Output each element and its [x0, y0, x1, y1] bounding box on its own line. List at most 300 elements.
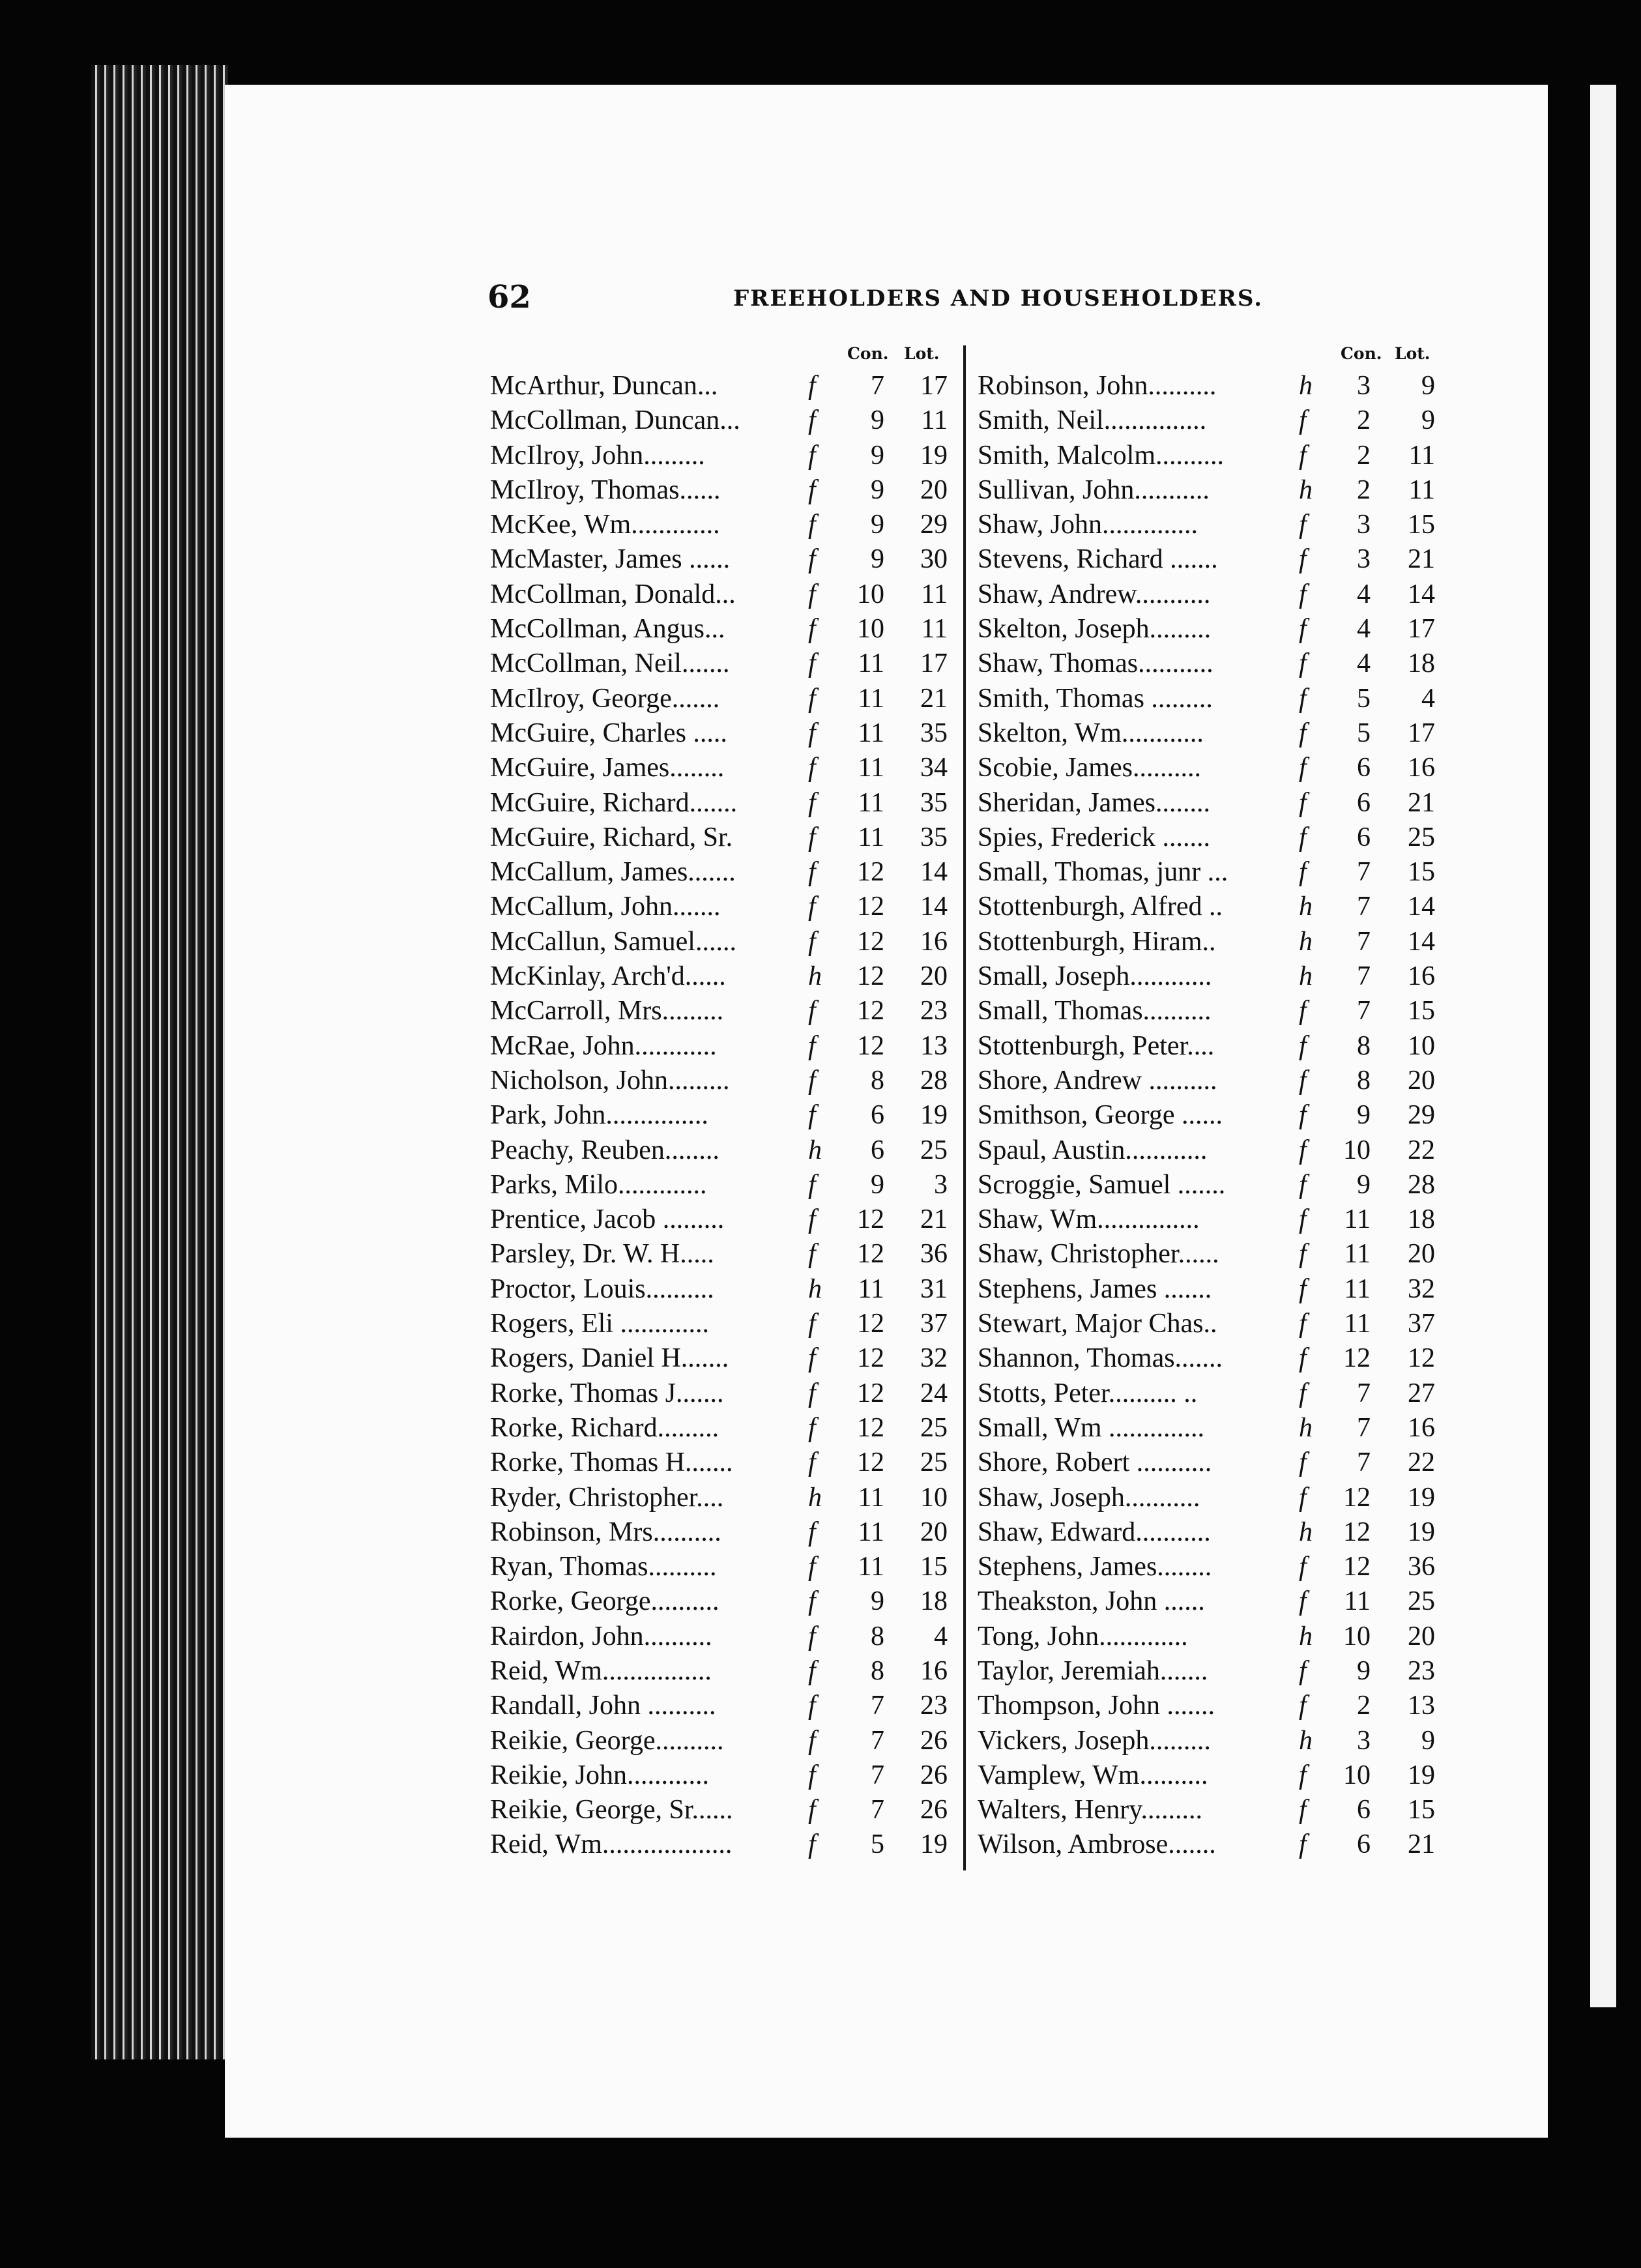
entry-name: Vamplew, Wm..........: [978, 1760, 1208, 1790]
entry-lot: 25: [920, 1135, 948, 1165]
entry-status: f: [808, 1760, 816, 1790]
entry-name: Skelton, Joseph.........: [978, 614, 1212, 645]
entry-row: [978, 821, 1440, 855]
entry-lot: 9: [1421, 1725, 1435, 1756]
entry-concession: 12: [1343, 1517, 1371, 1547]
entry-concession: 12: [857, 892, 884, 922]
entry-row: [978, 925, 1440, 959]
entry-row: [978, 1481, 1440, 1515]
entry-lot: 29: [1408, 1100, 1435, 1131]
entry-lot: 16: [1408, 1412, 1435, 1443]
entry-row: [978, 1550, 1440, 1584]
entry-status: f: [1299, 405, 1307, 436]
entry-name: Robinson, John..........: [978, 371, 1217, 401]
entry-name: Tong, John.............: [978, 1621, 1188, 1651]
entry-name: McCollman, Duncan...: [490, 405, 740, 436]
entry-status: f: [1299, 1239, 1307, 1270]
entry-row: [978, 1341, 1440, 1376]
entry-concession: 7: [871, 371, 884, 401]
entry-status: f: [1299, 857, 1307, 888]
entry-row: [490, 647, 953, 681]
entry-row: [490, 403, 953, 438]
entry-name: McArthur, Duncan...: [490, 371, 718, 401]
entry-row: [490, 369, 953, 403]
entry-row: [978, 1584, 1440, 1619]
entry-row: [490, 1341, 953, 1376]
entry-concession: 8: [871, 1621, 884, 1651]
entry-lot: 20: [1408, 1065, 1435, 1096]
entry-lot: 11: [921, 579, 948, 609]
entry-lot: 25: [1408, 1586, 1435, 1617]
entry-status: f: [808, 474, 816, 505]
entry-status: f: [808, 1204, 816, 1235]
entry-row: [490, 1064, 953, 1098]
entry-concession: 2: [1357, 405, 1371, 436]
entry-status: h: [808, 1482, 822, 1513]
entry-name: Smith, Thomas .........: [978, 683, 1213, 714]
entry-status: h: [1299, 1517, 1313, 1547]
entry-concession: 6: [1357, 1829, 1371, 1860]
entry-row: [490, 1098, 953, 1133]
entry-lot: 15: [1408, 996, 1435, 1026]
entry-lot: 19: [1408, 1482, 1435, 1513]
entry-row: [490, 1133, 953, 1168]
entry-name: Stottenburgh, Hiram..: [978, 926, 1216, 957]
entry-lot: 20: [1408, 1239, 1435, 1270]
entry-row: [490, 612, 953, 647]
entry-lot: 15: [1408, 1795, 1435, 1825]
entry-status: f: [808, 1621, 816, 1651]
entry-concession: 3: [1357, 1725, 1371, 1756]
entry-status: f: [1299, 1829, 1307, 1860]
entry-status: h: [808, 1135, 822, 1165]
entry-concession: 12: [857, 1412, 884, 1443]
entry-status: f: [1299, 996, 1307, 1026]
entry-row: [978, 1620, 1440, 1654]
entry-row: [978, 1446, 1440, 1480]
entry-status: f: [1299, 1378, 1307, 1408]
entry-lot: 14: [1408, 579, 1435, 609]
entry-status: f: [1299, 440, 1307, 471]
entry-status: f: [1299, 1482, 1307, 1513]
entry-row: [978, 508, 1440, 542]
entry-name: McKinlay, Arch'd......: [490, 961, 726, 992]
entry-lot: 12: [1408, 1343, 1435, 1374]
entry-name: Stotts, Peter.......... ..: [978, 1378, 1198, 1408]
entry-name: Taylor, Jeremiah.......: [978, 1655, 1208, 1686]
entry-concession: 2: [1357, 440, 1371, 471]
entry-status: f: [808, 405, 816, 436]
entry-row: [978, 1515, 1440, 1550]
entry-status: f: [1299, 510, 1307, 540]
entry-row: [978, 786, 1440, 821]
entry-concession: 7: [871, 1691, 884, 1721]
entry-concession: 12: [1343, 1343, 1371, 1374]
entry-name: McCallum, James.......: [490, 857, 736, 888]
entry-lot: 21: [1408, 787, 1435, 818]
entry-status: f: [808, 683, 816, 714]
entry-lot: 18: [1408, 648, 1435, 679]
entry-name: Stephens, James .......: [978, 1273, 1212, 1304]
entry-lot: 22: [1408, 1135, 1435, 1165]
entry-concession: 6: [1357, 753, 1371, 783]
entry-name: Rairdon, John..........: [490, 1621, 712, 1651]
entry-lot: 15: [920, 1552, 948, 1582]
entry-lot: 37: [1408, 1309, 1435, 1339]
entry-lot: 28: [1408, 1169, 1435, 1200]
entry-lot: 36: [920, 1239, 948, 1270]
entry-row: [978, 542, 1440, 577]
entry-lot: 3: [934, 1169, 948, 1200]
entry-name: Walters, Henry.........: [978, 1795, 1202, 1825]
entry-row: [978, 1689, 1440, 1723]
entry-row: [978, 994, 1440, 1028]
entry-name: Shaw, Thomas...........: [978, 648, 1213, 679]
entry-row: [978, 1202, 1440, 1237]
entry-lot: 19: [1408, 1760, 1435, 1790]
entry-concession: 10: [1343, 1760, 1371, 1790]
entry-name: Rorke, George..........: [490, 1586, 719, 1617]
entry-concession: 11: [858, 1552, 884, 1582]
entry-name: McCallum, John.......: [490, 892, 721, 922]
entry-lot: 21: [1408, 544, 1435, 575]
entry-status: f: [1299, 1309, 1307, 1339]
entry-status: f: [1299, 1135, 1307, 1165]
entry-row: [490, 1376, 953, 1411]
entry-status: f: [1299, 1760, 1307, 1790]
entry-row: [978, 1029, 1440, 1064]
entry-row: [490, 1272, 953, 1307]
entry-concession: 9: [871, 1169, 884, 1200]
entry-lot: 26: [920, 1725, 948, 1756]
entry-concession: 5: [1357, 718, 1371, 748]
entry-row: [490, 1827, 953, 1862]
entry-status: f: [808, 718, 816, 748]
entry-name: Rogers, Eli .............: [490, 1309, 709, 1339]
entry-lot: 15: [1408, 857, 1435, 888]
entry-lot: 30: [920, 544, 948, 575]
entry-row: [490, 994, 953, 1028]
entry-name: Sheridan, James........: [978, 787, 1210, 818]
entry-concession: 12: [1343, 1552, 1371, 1582]
entry-lot: 25: [920, 1412, 948, 1443]
entry-row: [490, 1411, 953, 1446]
entry-name: Shannon, Thomas.......: [978, 1343, 1223, 1374]
entry-name: McRae, John............: [490, 1030, 717, 1061]
entry-name: Shaw, Andrew...........: [978, 579, 1211, 609]
entry-name: McKee, Wm.............: [490, 510, 720, 540]
entry-status: f: [1299, 579, 1307, 609]
entry-lot: 11: [921, 405, 948, 436]
entry-lot: 19: [920, 440, 948, 471]
entry-row: [490, 855, 953, 890]
entry-lot: 35: [920, 787, 948, 818]
entry-name: Spies, Frederick .......: [978, 822, 1210, 852]
entry-row: [490, 542, 953, 577]
entry-status: f: [1299, 1655, 1307, 1686]
entry-concession: 4: [1357, 614, 1371, 645]
entry-row: [490, 925, 953, 959]
entry-name: Scroggie, Samuel .......: [978, 1169, 1226, 1200]
entry-lot: 14: [1408, 892, 1435, 922]
entry-name: Reid, Wm...................: [490, 1829, 733, 1860]
entry-lot: 26: [920, 1760, 948, 1790]
entry-concession: 8: [871, 1065, 884, 1096]
entry-name: Proctor, Louis..........: [490, 1273, 714, 1304]
entry-status: f: [808, 1829, 816, 1860]
entry-status: h: [1299, 1412, 1313, 1443]
entry-name: Smithson, George ......: [978, 1100, 1223, 1131]
entry-lot: 20: [920, 474, 948, 505]
entry-lot: 23: [1408, 1655, 1435, 1686]
entry-row: [490, 716, 953, 751]
entry-name: Shaw, Wm...............: [978, 1204, 1200, 1235]
entry-row: [978, 890, 1440, 924]
entry-name: Smith, Malcolm..........: [978, 440, 1224, 471]
entry-status: f: [808, 1795, 816, 1825]
entry-status: f: [808, 996, 816, 1026]
entry-concession: 12: [1343, 1482, 1371, 1513]
entry-row: [978, 1411, 1440, 1446]
entry-status: f: [808, 1517, 816, 1547]
entry-lot: 14: [1408, 926, 1435, 957]
entry-lot: 25: [1408, 822, 1435, 852]
entry-concession: 6: [871, 1100, 884, 1131]
entry-lot: 20: [1408, 1621, 1435, 1651]
entry-concession: 4: [1357, 648, 1371, 679]
entry-status: f: [808, 1309, 816, 1339]
entry-concession: 11: [858, 753, 884, 783]
column-divider: [963, 345, 966, 1870]
entry-concession: 6: [1357, 822, 1371, 852]
entry-row: [978, 1133, 1440, 1168]
entry-name: Small, Thomas, junr ...: [978, 857, 1228, 888]
entry-concession: 7: [1357, 1447, 1371, 1478]
entry-lot: 35: [920, 718, 948, 748]
entry-status: f: [1299, 822, 1307, 852]
entry-name: Stevens, Richard .......: [978, 544, 1218, 575]
entry-row: [490, 890, 953, 924]
entry-row: [978, 1654, 1440, 1689]
entry-concession: 8: [1357, 1065, 1371, 1096]
entry-lot: 16: [1408, 753, 1435, 783]
entry-row: [978, 855, 1440, 890]
entry-concession: 4: [1357, 579, 1371, 609]
entry-concession: 7: [871, 1725, 884, 1756]
entry-concession: 9: [1357, 1100, 1371, 1131]
entry-status: h: [1299, 474, 1313, 505]
entry-concession: 9: [871, 405, 884, 436]
entry-concession: 12: [857, 1204, 884, 1235]
entry-concession: 11: [1344, 1204, 1371, 1235]
entry-status: f: [1299, 787, 1307, 818]
entry-name: Vickers, Joseph.........: [978, 1725, 1211, 1756]
entry-name: Smith, Neil...............: [978, 405, 1207, 436]
entry-name: Shaw, Edward...........: [978, 1517, 1211, 1547]
entry-row: [978, 439, 1440, 473]
entry-name: Shore, Robert ...........: [978, 1447, 1212, 1478]
entry-concession: 11: [858, 1517, 884, 1547]
entry-status: h: [808, 961, 822, 992]
entry-row: [978, 1827, 1440, 1862]
entry-concession: 10: [1343, 1135, 1371, 1165]
entry-concession: 7: [1357, 961, 1371, 992]
entry-lot: 31: [920, 1273, 948, 1304]
entry-status: f: [1299, 1169, 1307, 1200]
entry-status: f: [1299, 1795, 1307, 1825]
entry-concession: 9: [871, 544, 884, 575]
entry-lot: 18: [920, 1586, 948, 1617]
entry-row: [978, 1376, 1440, 1411]
entry-row: [978, 1758, 1440, 1793]
entry-lot: 21: [920, 683, 948, 714]
entry-row: [490, 1689, 953, 1723]
entry-concession: 5: [871, 1829, 884, 1860]
entry-name: Park, John...............: [490, 1100, 708, 1131]
entry-status: h: [1299, 926, 1313, 957]
entry-name: McIlroy, John.........: [490, 440, 705, 471]
entry-concession: 9: [871, 1586, 884, 1617]
entry-concession: 12: [857, 961, 884, 992]
entry-concession: 11: [1344, 1239, 1371, 1270]
entry-status: f: [808, 1065, 816, 1096]
entry-name: Rorke, Thomas J.......: [490, 1378, 724, 1408]
entry-concession: 9: [871, 440, 884, 471]
entry-lot: 20: [920, 1517, 948, 1547]
entry-row: [490, 577, 953, 612]
entry-status: f: [1299, 544, 1307, 575]
entry-row: [490, 1758, 953, 1793]
entry-status: f: [1299, 1447, 1307, 1478]
entry-concession: 7: [871, 1795, 884, 1825]
entry-lot: 4: [1421, 683, 1435, 714]
entry-lot: 17: [920, 371, 948, 401]
entry-status: f: [1299, 648, 1307, 679]
entry-row: [978, 716, 1440, 751]
entry-concession: 9: [1357, 1169, 1371, 1200]
entry-lot: 28: [920, 1065, 948, 1096]
entry-status: f: [1299, 753, 1307, 783]
entry-lot: 34: [920, 753, 948, 783]
entry-status: f: [808, 787, 816, 818]
entry-concession: 12: [857, 1309, 884, 1339]
entry-status: f: [1299, 1691, 1307, 1721]
entry-row: [490, 821, 953, 855]
entry-status: f: [808, 1378, 816, 1408]
entry-status: f: [1299, 1552, 1307, 1582]
entry-concession: 11: [1344, 1586, 1371, 1617]
entry-row: [978, 751, 1440, 785]
entry-concession: 7: [1357, 892, 1371, 922]
entry-status: f: [1299, 718, 1307, 748]
entry-row: [490, 1620, 953, 1654]
entry-lot: 29: [920, 510, 948, 540]
entry-concession: 11: [858, 787, 884, 818]
entry-status: f: [808, 892, 816, 922]
entry-status: f: [808, 1100, 816, 1131]
entry-lot: 25: [920, 1447, 948, 1478]
entry-concession: 12: [857, 1343, 884, 1374]
entry-name: Skelton, Wm............: [978, 718, 1204, 748]
entry-name: Theakston, John ......: [978, 1586, 1205, 1617]
entry-name: McGuire, James........: [490, 753, 725, 783]
book-page-edges: [91, 65, 228, 2059]
entry-row: [490, 1029, 953, 1064]
entry-concession: 11: [858, 1273, 884, 1304]
entry-status: f: [1299, 1100, 1307, 1131]
entry-row: [490, 473, 953, 508]
entry-row: [978, 473, 1440, 508]
entry-status: f: [808, 822, 816, 852]
right-con-header: Con.: [1341, 344, 1382, 363]
entry-status: f: [808, 1691, 816, 1721]
entry-name: Reikie, John............: [490, 1760, 709, 1790]
entry-status: f: [808, 1030, 816, 1061]
entry-name: Shore, Andrew ..........: [978, 1065, 1217, 1096]
entry-row: [490, 508, 953, 542]
entry-concession: 6: [1357, 1795, 1371, 1825]
entry-status: f: [808, 1169, 816, 1200]
entry-name: Rorke, Richard.........: [490, 1412, 719, 1443]
entry-concession: 2: [1357, 474, 1371, 505]
entry-lot: 32: [1408, 1273, 1435, 1304]
entry-row: [978, 577, 1440, 612]
entry-name: Randall, John ..........: [490, 1691, 716, 1721]
entry-name: McCallun, Samuel......: [490, 926, 736, 957]
entry-name: Wilson, Ambrose.......: [978, 1829, 1216, 1860]
entry-concession: 5: [1357, 683, 1371, 714]
entry-lot: 17: [1408, 614, 1435, 645]
entry-name: Nicholson, John.........: [490, 1065, 730, 1096]
entry-row: [978, 1098, 1440, 1133]
entry-name: McGuire, Richard, Sr.: [490, 822, 733, 852]
entry-name: Stephens, James........: [978, 1552, 1212, 1582]
entry-concession: 7: [1357, 1378, 1371, 1408]
entry-status: f: [808, 579, 816, 609]
entry-row: [978, 403, 1440, 438]
entry-status: f: [1299, 1204, 1307, 1235]
entry-lot: 35: [920, 822, 948, 852]
entry-status: f: [808, 614, 816, 645]
entry-status: h: [1299, 371, 1313, 401]
entry-name: Shaw, Christopher......: [978, 1239, 1219, 1270]
entry-concession: 8: [1357, 1030, 1371, 1061]
entry-lot: 32: [920, 1343, 948, 1374]
running-head: FREEHOLDERS AND HOUSEHOLDERS.: [733, 285, 1264, 312]
right-lot-header: Lot.: [1395, 344, 1430, 363]
entry-name: Shaw, Joseph...........: [978, 1482, 1200, 1513]
entry-status: f: [1299, 1273, 1307, 1304]
entry-status: f: [1299, 1343, 1307, 1374]
entry-row: [490, 1654, 953, 1689]
entry-name: McCollman, Donald...: [490, 579, 736, 609]
entry-status: h: [1299, 1725, 1313, 1756]
entry-lot: 17: [920, 648, 948, 679]
entry-concession: 6: [871, 1135, 884, 1165]
entry-lot: 16: [920, 926, 948, 957]
entry-row: [978, 682, 1440, 716]
entry-concession: 3: [1357, 544, 1371, 575]
entry-concession: 7: [1357, 996, 1371, 1026]
entry-lot: 22: [1408, 1447, 1435, 1478]
entry-row: [978, 1168, 1440, 1202]
entry-name: Small, Thomas..........: [978, 996, 1212, 1026]
entry-status: f: [808, 1447, 816, 1478]
entry-status: f: [808, 1655, 816, 1686]
entry-lot: 37: [920, 1309, 948, 1339]
entry-concession: 11: [858, 683, 884, 714]
entry-lot: 9: [1421, 405, 1435, 436]
